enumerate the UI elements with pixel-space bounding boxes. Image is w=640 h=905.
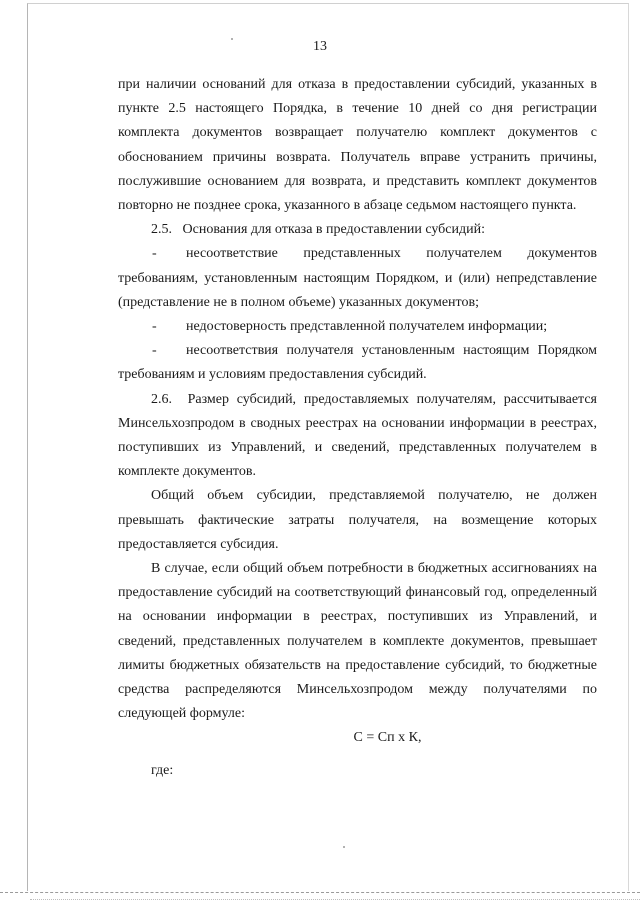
list-dash-marker: - [152,343,157,359]
paragraph-distribution: В случае, если общий объем потребности в бюджетных ассигнованиях на предоставление субсидий на соответствующий финансовый год, определенный на основании информации в реестрах, поступивших из Управлений, и сведений, представленных получателем в комплекте документов, превышает лимиты бюджетных обязательств на предоставление субсидий, то бюджетные средства распределяются Минсельхозпродом между получателями по следующей формуле: [118,561,597,722]
list-item-text: несоответствия получателя установленным настоящим Порядком требованиям и условиям предоставления субсидий. [118,343,597,383]
paragraph-total-volume: Общий объем субсидии, представляемой получателю, не должен превышать фактические затраты получателя, на возмещение которых предоставляется субсидия. [118,488,597,552]
list-item-requirements [118,339,597,387]
paragraph-return-of-documents: при наличии оснований для отказа в предоставлении субсидий, указанных в пункте 2.5 настоящего Порядка, в течение 10 дней со дня регистрации комплекта документов возвращает получателю комплект документов с обоснованием причины возврата. Получатель вправе устранить причины, послужившие основанием для возврата, и представить комплект документов повторно не позднее срока, указанного в абзаце седьмом настоящего пункта. [118,77,597,214]
scan-speck [343,846,345,848]
list-item-unreliability [118,315,597,339]
document-body [118,73,597,783]
paragraph-2-6-amount: 2.6. Размер субсидий, предоставляемых получателям, рассчитывается Минсельхозпродом в сводных реестрах на основании информации в реестрах, поступивших из Управлений, и сведений, представленных получателем в комплекте документов. [118,391,597,480]
list-item-nonconformity [118,242,597,315]
list-dash-marker: - [152,246,157,262]
list-item-text: недостоверность представленной получателем информации; [186,319,548,335]
page-bottom-edge-shadow [30,899,640,900]
page-number: 13 [313,39,327,54]
paragraph-2-5-heading: 2.5. Основания для отказа в предоставлении субсидий: [151,222,486,238]
where-label: где: [151,762,174,778]
list-item-text: несоответствие представленных получателем документов требованиям, установленным настоящим Порядком, и (или) непредставление (представление не в полном объеме) указанных документов; [118,246,597,310]
formula: С = Сп х К, [353,730,422,746]
page-bottom-edge [0,892,640,893]
list-dash-marker: - [152,319,157,335]
